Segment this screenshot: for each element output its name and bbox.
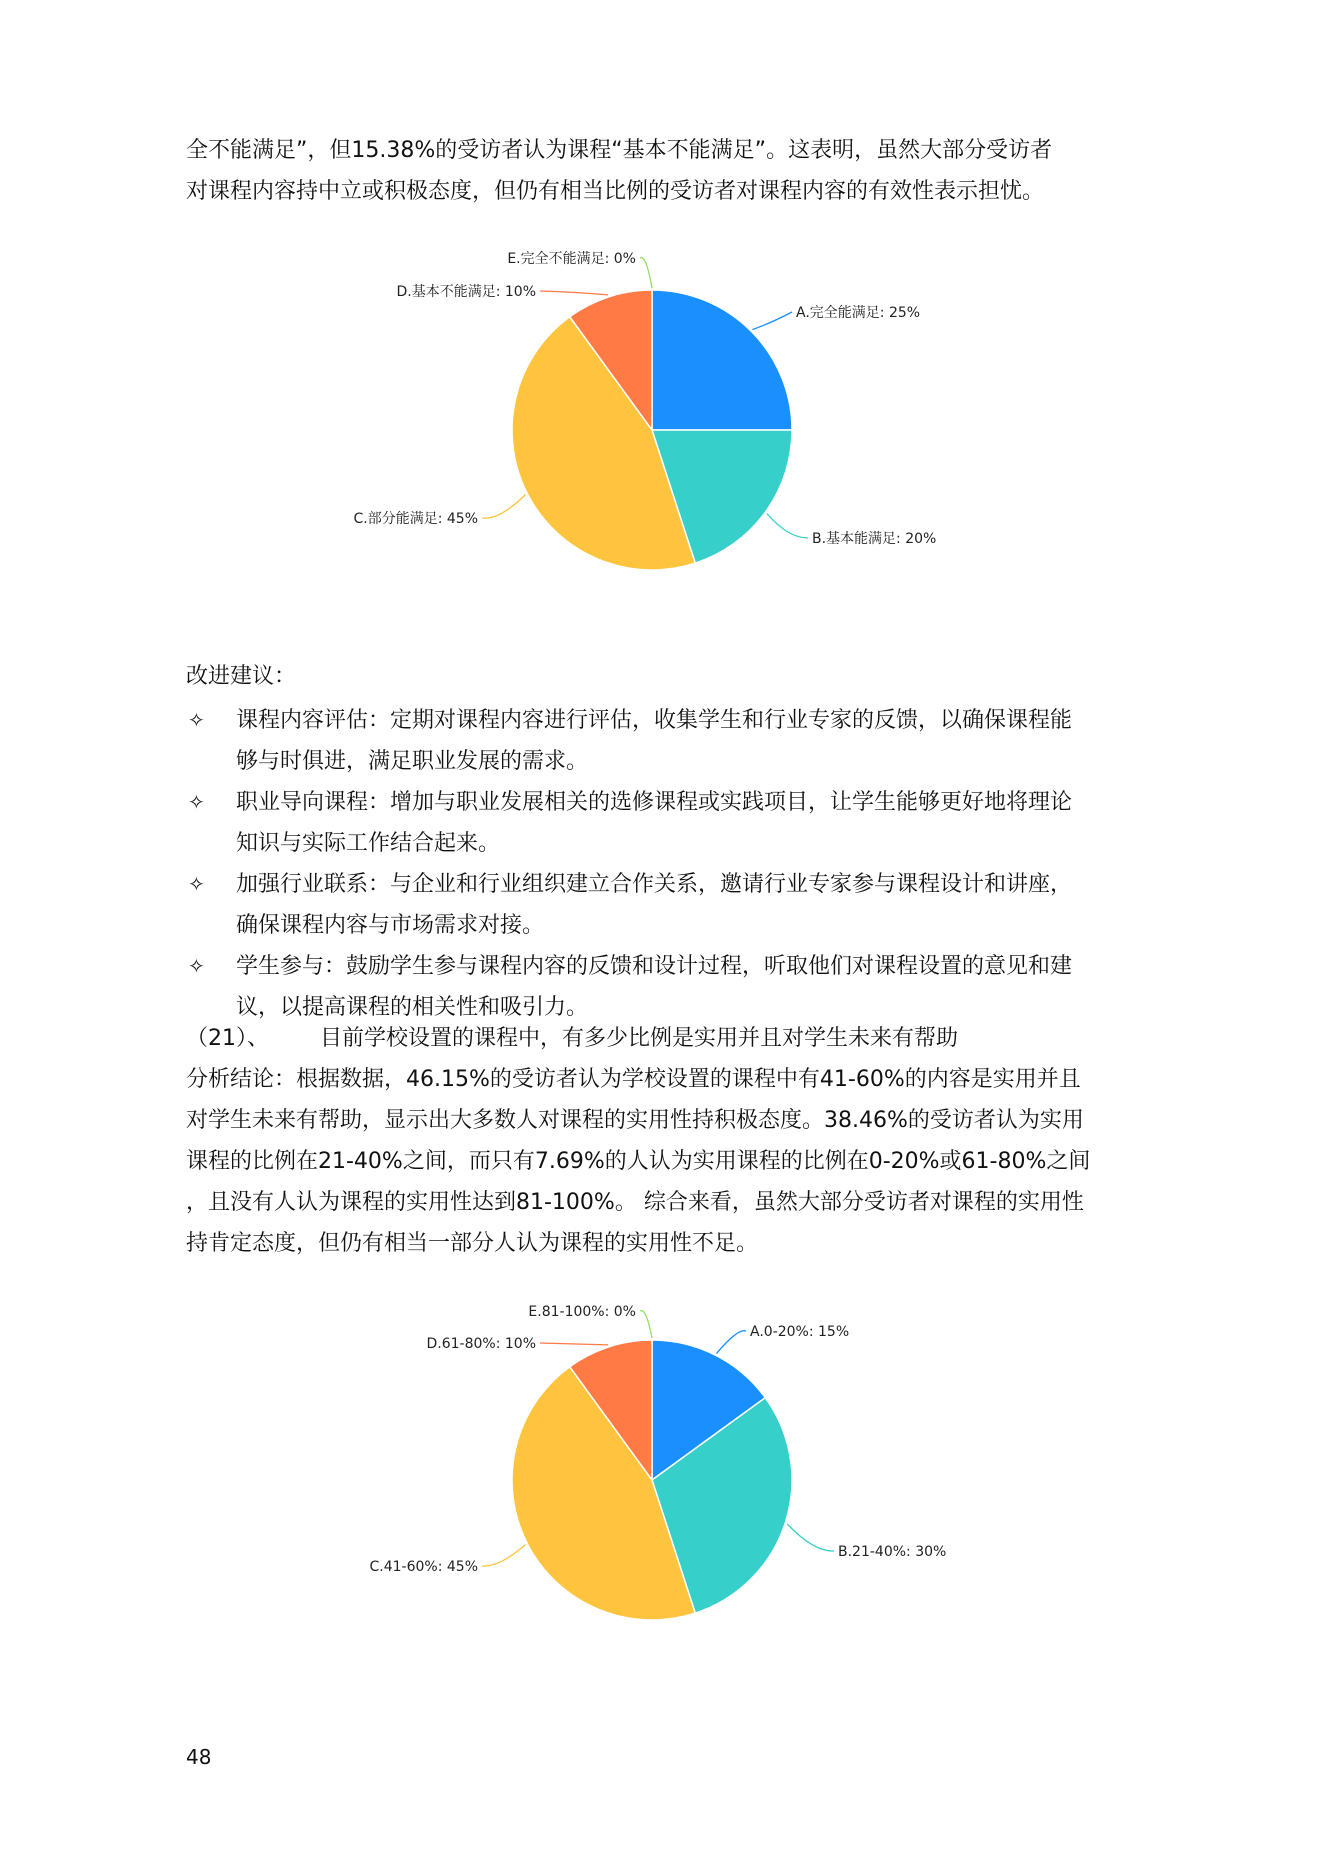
question-heading: [186, 1018, 958, 1059]
intro-line: 对课程内容持中立或积极态度，但仍有相当比例的受访者对课程内容的有效性表示担忧。: [186, 179, 1045, 204]
diamond-icon: ✧: [188, 708, 205, 732]
leader-line-e: [640, 258, 652, 288]
question-number: （21）、: [186, 1026, 269, 1051]
list-item: ✧ 学生参与：鼓励学生参与课程内容的反馈和设计过程，听取他们对课程设置的意见和建 议，以提高课程的相关性和吸引力。: [186, 946, 1146, 1028]
analysis-paragraph: 分析结论：根据数据，46.15%的受访者认为学校设置的课程中有41-60%的内容是实用并且 对学生未来有帮助，显示出大多数人对课程的实用性持积极态度。38.46%的受访者认为实用 课程的比例在21-40%之间，而只有7.69%的人认为实用课程的比例在0-20%或61-80%之间 ，且没有人认为课程的实用性达到81-100%。 综合来看，虽然大部分受访者对课程的实用性 持肯定态度，但仍有相当一部分人认为课程的实用性不足。: [186, 1067, 1091, 1256]
data-label-b: B.基本能满足: 20%: [812, 531, 937, 547]
data-label-e: E.完全不能满足: 0%: [507, 251, 636, 267]
leader-line-d: [540, 291, 608, 295]
question-text: 目前学校设置的课程中，有多少比例是实用并且对学生未来有帮助: [320, 1026, 959, 1051]
list-item: ✧ 职业导向课程：增加与职业发展相关的选修课程或实践项目，让学生能够更好地将理论 知识与实际工作结合起来。: [186, 782, 1146, 864]
diamond-icon: ✧: [188, 954, 205, 978]
leader-line-a: [717, 1331, 747, 1354]
page-number: 48: [186, 1745, 212, 1769]
pie-chart-course-practicality: [300, 1290, 1000, 1630]
data-label-c: C.部分能满足: 45%: [353, 511, 478, 527]
intro-line: 全不能满足”，但15.38%的受访者认为课程“基本不能满足”。这表明，虽然大部分受访者: [186, 138, 1053, 163]
leader-line-e: [640, 1311, 652, 1338]
list-item: ✧ 课程内容评估：定期对课程内容进行评估，收集学生和行业专家的反馈，以确保课程能 够与时俱进，满足职业发展的需求。: [186, 700, 1146, 782]
intro-paragraph: [186, 130, 1146, 212]
leader-line-b: [767, 514, 808, 539]
leader-line-c: [482, 1545, 526, 1567]
data-label-a: A.完全能满足: 25%: [796, 305, 921, 321]
leader-line-d: [540, 1343, 608, 1345]
data-label-c: C.41-60%: 45%: [369, 1559, 478, 1575]
leader-line-b: [787, 1524, 834, 1551]
diamond-icon: ✧: [188, 790, 205, 814]
data-label-b: B.21-40%: 30%: [838, 1544, 947, 1560]
leader-line-a: [752, 312, 792, 330]
list-item: ✧ 加强行业联系：与企业和行业组织建立合作关系，邀请行业专家参与课程设计和讲座， 确保课程内容与市场需求对接。: [186, 864, 1146, 946]
leader-line-c: [482, 495, 526, 519]
diamond-icon: ✧: [188, 872, 205, 896]
pie-slice-a: [652, 290, 792, 430]
data-label-d: D.61-80%: 10%: [426, 1336, 536, 1352]
suggestions-title: 改进建议：: [186, 664, 297, 689]
data-label-e: E.81-100%: 0%: [528, 1304, 636, 1320]
data-label-a: A.0-20%: 15%: [750, 1324, 850, 1340]
data-label-d: D.基本不能满足: 10%: [396, 284, 536, 300]
suggestions-list: [186, 700, 1146, 1028]
pie-chart-course-satisfaction: [300, 240, 1000, 580]
